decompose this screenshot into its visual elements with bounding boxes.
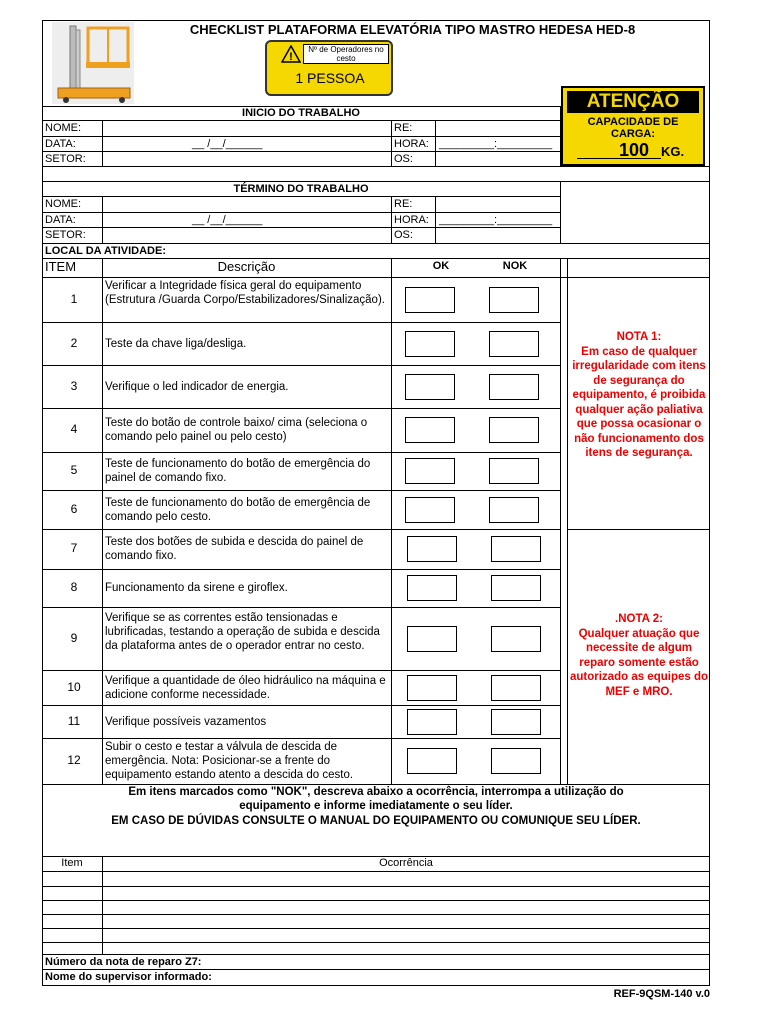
warning-icon (281, 45, 301, 63)
end-hora-field[interactable]: _________:_________ (439, 214, 553, 226)
start-heading: INICIO DO TRABALHO (242, 107, 360, 119)
item-number: 12 (67, 753, 81, 767)
end-re-label: RE: (394, 198, 413, 210)
nok-checkbox[interactable] (491, 709, 541, 735)
ok-checkbox[interactable] (407, 748, 457, 774)
item-number: 5 (70, 463, 78, 477)
capacity-value: 100 (619, 140, 650, 160)
ref-code: REF-9QSM-140 v.0 (613, 988, 710, 1000)
capacity-label: CAPACIDADE DE CARGA: (587, 116, 679, 140)
ok-checkbox[interactable] (405, 287, 455, 313)
item-description: Subir o cesto e testar a válvula de descida de emergência. Nota: Posicionar-se a frente do equipamento estando atento a descida do cesto. (105, 741, 354, 781)
ok-checkbox[interactable] (405, 417, 455, 443)
item-number: 10 (67, 679, 81, 694)
ok-checkbox[interactable] (405, 458, 455, 484)
item-number: 6 (70, 501, 78, 516)
col-item-header: ITEM (45, 259, 77, 274)
nok-checkbox[interactable] (489, 458, 539, 484)
repair-note-label: Número da nota de reparo Z7: (45, 956, 202, 968)
start-data-label: DATA: (45, 138, 76, 150)
nok-instruction: Em itens marcados como "NOK", descreva abaixo a ocorrência, interrompa a utilização do equipamento e informe imediatamente o seu líder. (128, 786, 624, 812)
nok-checkbox[interactable] (491, 626, 541, 652)
start-re-label: RE: (394, 122, 413, 134)
ok-checkbox[interactable] (405, 497, 455, 523)
operators-value: 1 PESSOA (295, 70, 365, 86)
item-number: 11 (67, 713, 81, 728)
end-os-label: OS: (394, 229, 413, 241)
operators-sign (265, 40, 393, 96)
note2-text: Qualquer atuação que necessite de algum reparo somente estão autorizado as equipes do MEF e MRO. (569, 627, 709, 698)
occurrence-item-header: Item (61, 857, 83, 869)
item-number: 2 (70, 335, 78, 350)
nok-checkbox[interactable] (491, 575, 541, 601)
end-date-field[interactable]: __ /__/______ (192, 214, 263, 226)
ok-checkbox[interactable] (407, 709, 457, 735)
col-ok-header: OK (432, 260, 450, 272)
ok-checkbox[interactable] (405, 331, 455, 357)
ok-checkbox[interactable] (407, 626, 457, 652)
end-data-label: DATA: (45, 214, 76, 226)
ok-checkbox[interactable] (407, 536, 457, 562)
ok-checkbox[interactable] (405, 374, 455, 400)
item-number: 3 (70, 378, 78, 393)
occurrence-header: Ocorrência (379, 857, 433, 869)
note1-text: Em caso de qualquer irregularidade com itens de segurança do equipamento, é proibida qualquer ação paliativa que possa ocasionar o não funcionamento dos itens de segurança. (572, 345, 706, 459)
start-hora-label: HORA: (394, 138, 429, 150)
start-date-field[interactable]: __ /__/______ (192, 138, 263, 150)
col-nok-header: NOK (502, 260, 528, 272)
item-description: Teste dos botões de subida e descida do painel de comando fixo. (105, 536, 364, 562)
nok-checkbox[interactable] (489, 287, 539, 313)
item-number: 4 (70, 422, 78, 436)
end-hora-label: HORA: (394, 214, 429, 226)
operators-label: Nº de Operadores no cesto (303, 44, 389, 64)
start-hora-field[interactable]: _________:_________ (439, 138, 553, 150)
note2-title: .NOTA 2: (615, 613, 663, 625)
nok-checkbox[interactable] (489, 417, 539, 443)
nok-checkbox[interactable] (489, 497, 539, 523)
platform-image (52, 22, 134, 104)
start-nome-label: NOME: (45, 122, 82, 134)
item-number: 7 (70, 541, 78, 555)
nok-checkbox[interactable] (491, 536, 541, 562)
note1 (568, 330, 710, 461)
note2 (568, 612, 710, 699)
item-number: 9 (70, 630, 78, 645)
doubt-instruction: EM CASO DE DÚVIDAS CONSULTE O MANUAL DO EQUIPAMENTO OU COMUNIQUE SEU LÍDER. (111, 815, 641, 827)
item-description: Verificar a Integridade física geral do equipamento (Estrutura /Guarda Corpo/Estabilizadores/Sinalização). (105, 279, 385, 306)
item-number: 8 (70, 580, 78, 594)
attention-heading: ATENÇÃO (567, 91, 699, 113)
nok-checkbox[interactable] (489, 374, 539, 400)
end-heading: TÉRMINO DO TRABALHO (233, 183, 369, 195)
item-description: Verifique a quantidade de óleo hidráulico na máquina e adicione conforme necessidade. (105, 674, 386, 701)
svg-text:!: ! (289, 51, 293, 63)
item-description: Teste de funcionamento do botão de emergência de comando pelo cesto. (105, 496, 371, 523)
start-setor-label: SETOR: (45, 153, 86, 165)
end-nome-label: NOME: (45, 198, 82, 210)
note1-title: NOTA 1: (616, 331, 662, 343)
item-description: Teste de funcionamento do botão de emergência do painel de comando fixo. (105, 458, 371, 484)
item-number: 1 (70, 291, 78, 306)
item-description: Verifique se as correntes estão tensionadas e lubrificadas, testando a operação de subida e descida da plataforma antes de o operador entrar no cesto. (105, 611, 380, 652)
local-label: LOCAL DA ATIVIDADE: (45, 245, 166, 257)
item-description: Verifique o led indicador de energia. (105, 380, 289, 393)
item-description: Teste da chave liga/desliga. (105, 337, 247, 350)
attention-sign (561, 86, 705, 166)
item-description: Teste do botão de controle baixo/ cima (seleciona o comando pelo painel ou pelo cesto) (105, 417, 368, 443)
col-descricao-header: Descrição (217, 259, 276, 274)
supervisor-label: Nome do supervisor informado: (45, 971, 212, 983)
nok-checkbox[interactable] (491, 748, 541, 774)
end-setor-label: SETOR: (45, 229, 86, 241)
item-description: Funcionamento da sirene e giroflex. (105, 582, 288, 594)
page-title: CHECKLIST PLATAFORMA ELEVATÓRIA TIPO MASTRO HEDESA HED-8 (189, 22, 636, 37)
item-description: Verifique possíveis vazamentos (105, 715, 267, 728)
ok-checkbox[interactable] (407, 675, 457, 701)
nok-checkbox[interactable] (489, 331, 539, 357)
ok-checkbox[interactable] (407, 575, 457, 601)
start-os-label: OS: (394, 153, 413, 165)
capacity-unit: KG. (661, 144, 685, 159)
nok-checkbox[interactable] (491, 675, 541, 701)
